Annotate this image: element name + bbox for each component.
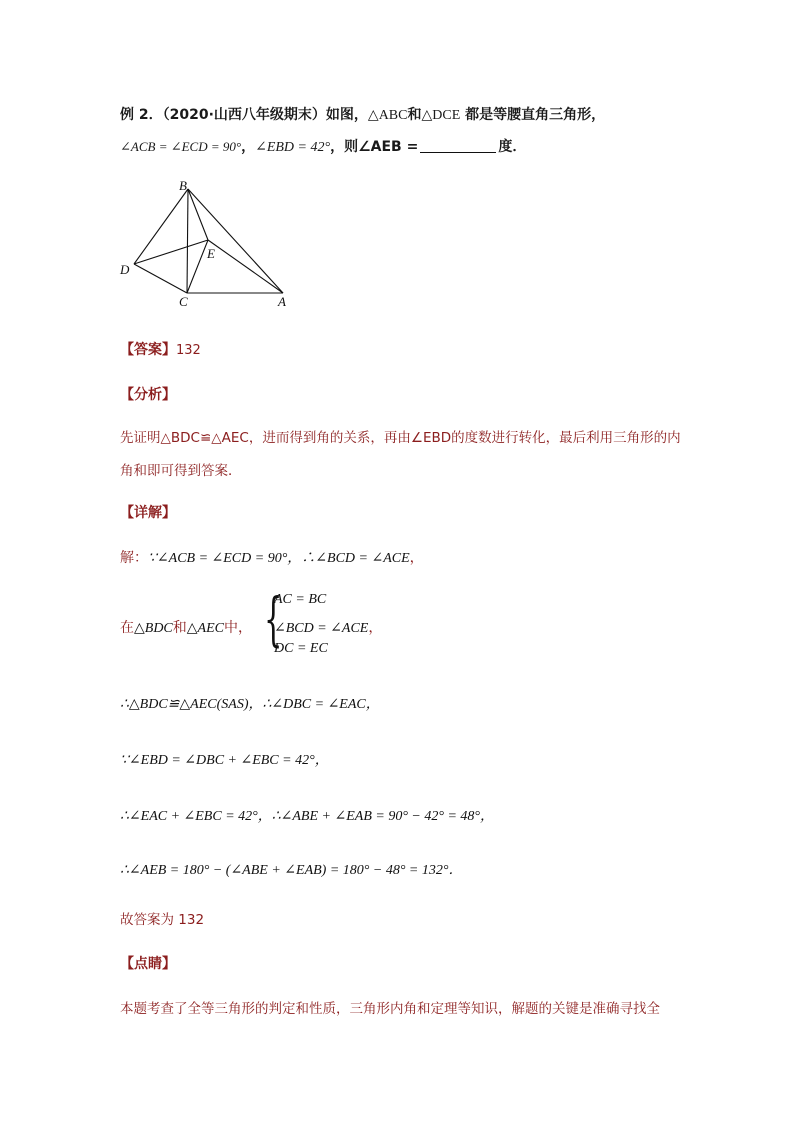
system-eq-2: ∠BCD = ∠ACE [274,621,369,636]
problem-text: 如图， [325,107,368,123]
label-c: C [179,294,188,309]
label-b: B [179,178,187,193]
detail-step-3: ∴△BDC≌△AEC(SAS)，∴∠DBC = ∠EAC， [120,697,380,712]
step1-prefix: 解： [120,550,148,566]
detail-step-4: ∵∠EBD = ∠DBC + ∠EBC = 42°， [120,753,329,768]
system-brace: { [264,585,283,653]
system-eq-1: AC = BC [274,592,327,607]
detail-step-5: ∴∠EAC + ∠EBC = 42°，∴∠ABE + ∠EAB = 90° − 42° = 48°， [120,809,495,824]
condition-1: ∠ACB = ∠ECD = 90° [120,139,242,154]
step1-math: ∵∠ACB = ∠ECD = 90°，∴∠BCD = ∠ACE [148,551,410,566]
comment-tag: 【点睛】 [120,956,176,972]
answer-value: 132 [176,343,201,358]
detail-step-1 [120,547,424,567]
step2-triangle-1: △BDC [134,621,173,636]
segment-be [188,189,208,240]
step1-end: ， [409,550,424,566]
triangle-dce: △DCE [421,108,461,123]
detail-tag: 【详解】 [120,505,176,521]
answer-blank [420,138,496,153]
analysis-line-1: 先证明△BDC≌△AEC，进而得到角的关系，再由∠EBD的度数进行转化，最后利用三角形的内 [120,430,681,446]
system-eq-2-row [274,617,382,637]
segment-ec [187,240,208,293]
step2-and: 和 [172,620,187,636]
detail-step-2 [120,617,252,637]
segment-dc [134,264,187,293]
segment-ba [188,189,283,293]
system-end: ， [368,620,383,636]
system-eq-3: DC = EC [274,641,328,656]
problem-line-2 [120,136,526,156]
label-d: D [120,262,130,277]
problem-and: 和 [407,107,422,123]
analysis-tag: 【分析】 [120,387,176,403]
segment-bc [187,189,188,293]
triangle-abc: △ABC [367,108,408,123]
detail-step-6: ∴∠AEB = 180° − (∠ABE + ∠EAB) = 180° − 48° = 132°． [120,863,463,878]
answer-line [120,339,201,359]
question-text: ，则∠AEB = [330,139,419,155]
problem-source: （2020·山西八年级期末） [162,107,326,123]
analysis-line-2: 角和即可得到答案． [120,463,242,479]
geometry-figure [110,175,310,315]
problem-line-1 [120,104,605,124]
answer-tag: 【答案】 [120,342,176,358]
segment-bd [134,189,188,264]
condition-2: ∠EBD = 42° [255,140,331,155]
step2-prefix: 在 [120,620,134,636]
segment-de [134,240,208,264]
label-e: E [207,246,215,261]
label-a: A [278,294,286,309]
conclusion: 故答案为 132 [120,912,205,928]
step2-triangle-2: △AEC [186,621,224,636]
comment-line-1: 本题考查了全等三角形的判定和性质，三角形内角和定理等知识，解题的关键是准确寻找全 [120,1001,660,1017]
example-label: 例 2． [120,107,163,123]
segment-ea [208,240,283,293]
comma: ， [241,139,256,155]
step2-mid: 中， [224,620,252,636]
unit-text: 度． [498,139,527,155]
problem-text-2: 都是等腰直角三角形， [460,107,606,123]
